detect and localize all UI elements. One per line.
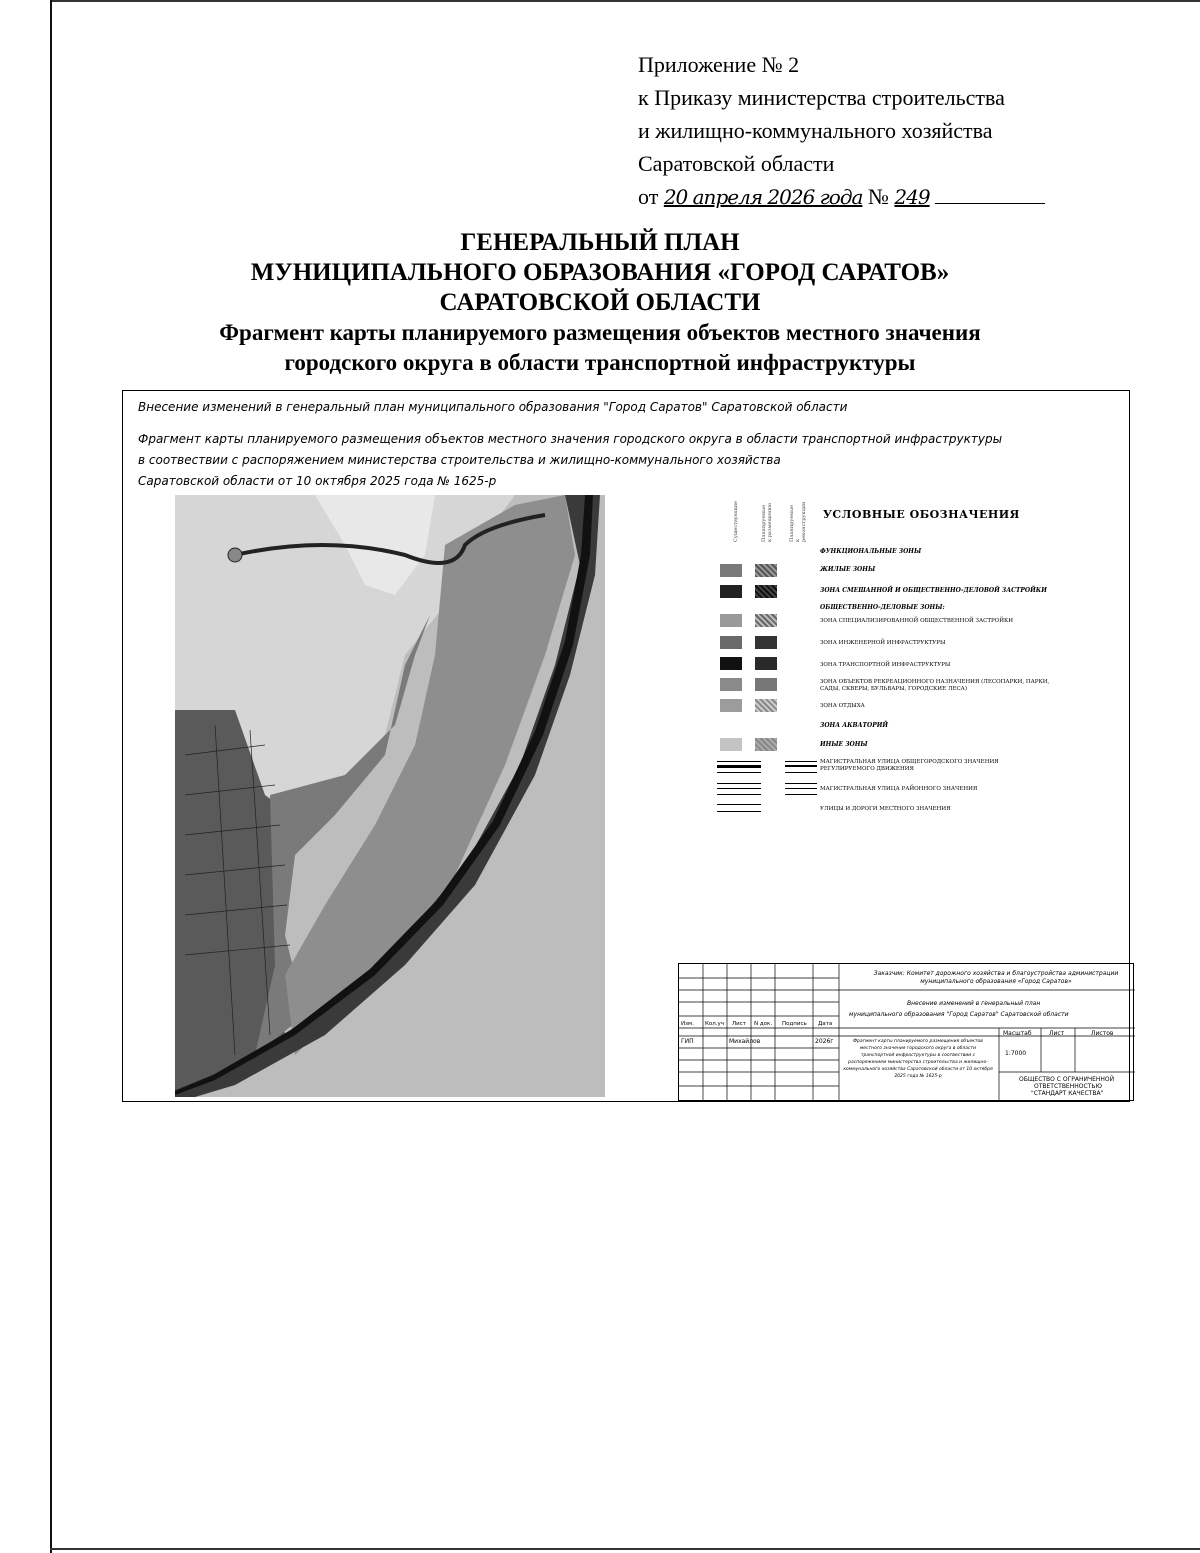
legend-item-public: ОБЩЕСТВЕННО-ДЕЛОВЫЕ ЗОНЫ: bbox=[820, 604, 945, 611]
underline bbox=[935, 202, 1045, 204]
from-label: от bbox=[638, 184, 659, 209]
legend-item-main-city: МАГИСТРАЛЬНАЯ УЛИЦА ОБЩЕГОРОДСКОГО ЗНАЧЕНИЯ РЕГУЛИРУЕМОГО ДВИЖЕНИЯ bbox=[820, 759, 999, 772]
title-line2: МУНИЦИПАЛЬНОГО ОБРАЗОВАНИЯ «ГОРОД САРАТОВ» bbox=[250, 259, 950, 286]
swatch-other bbox=[720, 738, 742, 751]
stamp-sheets-label: Листов bbox=[1091, 1030, 1114, 1037]
swatch-mixed bbox=[720, 585, 742, 598]
stamp-project-line1: Внесение изменений в генеральный план bbox=[907, 1000, 1041, 1007]
swatch-engineering-planned bbox=[755, 636, 777, 649]
swatch-rest-planned bbox=[755, 699, 777, 712]
swatch-special bbox=[720, 614, 742, 627]
stamp-project-line2: муниципального образования "Город Саратов" Саратовской области bbox=[849, 1011, 1069, 1018]
title-line1: ГЕНЕРАЛЬНЫЙ ПЛАН bbox=[460, 229, 740, 256]
legend-item-district-road: МАГИСТРАЛЬНАЯ УЛИЦА РАЙОННОГО ЗНАЧЕНИЯ bbox=[820, 786, 978, 792]
legend-col-planned: Планируемые к размещению bbox=[761, 502, 773, 542]
stamp-customer: Заказчик: Комитет дорожного хозяйства и благоустройства администрации муниципального образования «Город Саратов» bbox=[873, 970, 1119, 985]
number-label: № bbox=[867, 184, 889, 209]
stamp-role: ГИП bbox=[681, 1038, 694, 1045]
frame-text-line2: Фрагмент карты планируемого размещения объектов местного значения городского округа в области транспортной инфраструктуры bbox=[138, 432, 1003, 446]
stamp-org-line1: ОБЩЕСТВО С ОГРАНИЧЕННОЙ bbox=[1019, 1076, 1115, 1083]
legend-item-engineering: ЗОНА ИНЖЕНЕРНОЙ ИНФРАСТРУКТУРЫ bbox=[820, 640, 946, 646]
swatch-rest bbox=[720, 699, 742, 712]
legend-item-mixed: ЗОНА СМЕШАННОЙ И ОБЩЕСТВЕННО-ДЕЛОВОЙ ЗАСТРОЙКИ bbox=[820, 587, 1047, 594]
legend-item-special: ЗОНА СПЕЦИАЛИЗИРОВАННОЙ ОБЩЕСТВЕННОЙ ЗАСТРОЙКИ bbox=[820, 618, 1014, 624]
handwritten-date: 20 апреля 2026 года bbox=[663, 185, 863, 209]
handwritten-number: 249 bbox=[894, 185, 930, 209]
stamp-org-line3: "СТАНДАРТ КАЧЕСТВА" bbox=[1031, 1090, 1104, 1097]
stamp-scale-value: 1:7000 bbox=[1005, 1050, 1027, 1057]
stamp-year: 2026г bbox=[815, 1038, 834, 1045]
stamp-col-koluch: Кол.уч bbox=[705, 1021, 725, 1027]
stamp-col-list: Лист bbox=[732, 1021, 746, 1027]
stamp-org-line2: ОТВЕТСТВЕННОСТЬЮ bbox=[1034, 1083, 1102, 1090]
swatch-special-planned bbox=[755, 614, 777, 627]
symbol-main-city-road-planned bbox=[785, 761, 817, 773]
title-block-stamp bbox=[678, 963, 1134, 1101]
legend-item-residential: ЖИЛЫЕ ЗОНЫ bbox=[820, 566, 876, 573]
appendix-line3: и жилищно-коммунального хозяйства bbox=[638, 118, 993, 143]
swatch-transport-planned bbox=[755, 657, 777, 670]
appendix-line2: к Приказу министерства строительства bbox=[638, 85, 1005, 110]
swatch-residential bbox=[720, 564, 742, 577]
symbol-district-road bbox=[717, 783, 761, 795]
legend-item-local-road: УЛИЦЫ И ДОРОГИ МЕСТНОГО ЗНАЧЕНИЯ bbox=[820, 806, 951, 812]
legend-section: ФУНКЦИОНАЛЬНЫЕ ЗОНЫ bbox=[820, 548, 922, 555]
swatch-recreation-planned bbox=[755, 678, 777, 691]
subtitle-line1: Фрагмент карты планируемого размещения объектов местного значения bbox=[219, 320, 981, 345]
legend-col-reconstruction: Планируемые к реконструкции bbox=[789, 501, 807, 542]
legend-item-rest: ЗОНА ОТДЫХА bbox=[820, 703, 865, 709]
appendix-date-line bbox=[638, 180, 1045, 214]
stamp-sheet-label: Лист bbox=[1049, 1030, 1065, 1037]
swatch-transport bbox=[720, 657, 742, 670]
map-fragment bbox=[175, 495, 605, 1097]
swatch-recreation bbox=[720, 678, 742, 691]
legend-col-existing: Существующие bbox=[733, 501, 739, 542]
appendix-line1: Приложение № 2 bbox=[638, 52, 800, 77]
stamp-person: Михайлов bbox=[729, 1038, 761, 1045]
stamp-sheet-desc: Фрагмент карты планируемого размещения объектов местного значения городского округа в области транспортной инфраструктуры в соотвествии с распоряжением министерства строительства и жилищно-коммунального хозяйства Саратовской области от 10 октября 2025 года № 1625-р bbox=[843, 1039, 993, 1079]
legend-title: УСЛОВНЫЕ ОБОЗНАЧЕНИЯ bbox=[823, 508, 1020, 521]
appendix-line4: Саратовской области bbox=[638, 151, 835, 176]
legend-item-other: ИНЫЕ ЗОНЫ bbox=[820, 741, 868, 748]
symbol-main-city-road bbox=[717, 761, 761, 773]
legend-item-recreation: ЗОНА ОБЪЕКТОВ РЕКРЕАЦИОННОГО НАЗНАЧЕНИЯ (ЛЕСОПАРКИ, ПАРКИ, САДЫ, СКВЕРЫ, БУЛЬВАРЫ, ГОРОДСКИЕ ЛЕСА) bbox=[820, 679, 1050, 692]
stamp-col-podpis: Подпись bbox=[782, 1021, 807, 1027]
frame-text-line1: Внесение изменений в генеральный план муниципального образования "Город Саратов" Саратовской области bbox=[138, 400, 848, 414]
stamp-col-data: Дата bbox=[818, 1021, 833, 1027]
frame-text-line3: в соотвествии с распоряжением министерства строительства и жилищно-коммунального хозяйства bbox=[138, 453, 781, 467]
symbol-district-road-planned bbox=[785, 783, 817, 795]
stamp-col-ndok: N док. bbox=[754, 1021, 773, 1027]
stamp-scale-label: Масштаб bbox=[1003, 1030, 1032, 1037]
map-road-endpoint bbox=[228, 548, 242, 562]
swatch-residential-planned bbox=[755, 564, 777, 577]
scan-border-bottom bbox=[50, 1548, 1200, 1550]
scan-border-top bbox=[50, 0, 1200, 2]
swatch-engineering bbox=[720, 636, 742, 649]
stamp-col-izm: Изм. bbox=[681, 1021, 694, 1027]
legend-item-water: ЗОНА АКВАТОРИЙ bbox=[820, 722, 889, 729]
swatch-other-planned bbox=[755, 738, 777, 751]
legend-item-transport: ЗОНА ТРАНСПОРТНОЙ ИНФРАСТРУКТУРЫ bbox=[820, 662, 951, 668]
symbol-local-road bbox=[717, 804, 761, 812]
subtitle-line2: городского округа в области транспортной инфраструктуры bbox=[284, 350, 916, 375]
map-legend bbox=[715, 500, 1055, 820]
appendix-header bbox=[638, 48, 1045, 214]
document-title bbox=[0, 228, 1200, 378]
swatch-mixed-planned bbox=[755, 585, 777, 598]
title-line3: САРАТОВСКОЙ ОБЛАСТИ bbox=[439, 289, 761, 316]
frame-text-line4: Саратовской области от 10 октября 2025 года № 1625-р bbox=[138, 474, 497, 488]
